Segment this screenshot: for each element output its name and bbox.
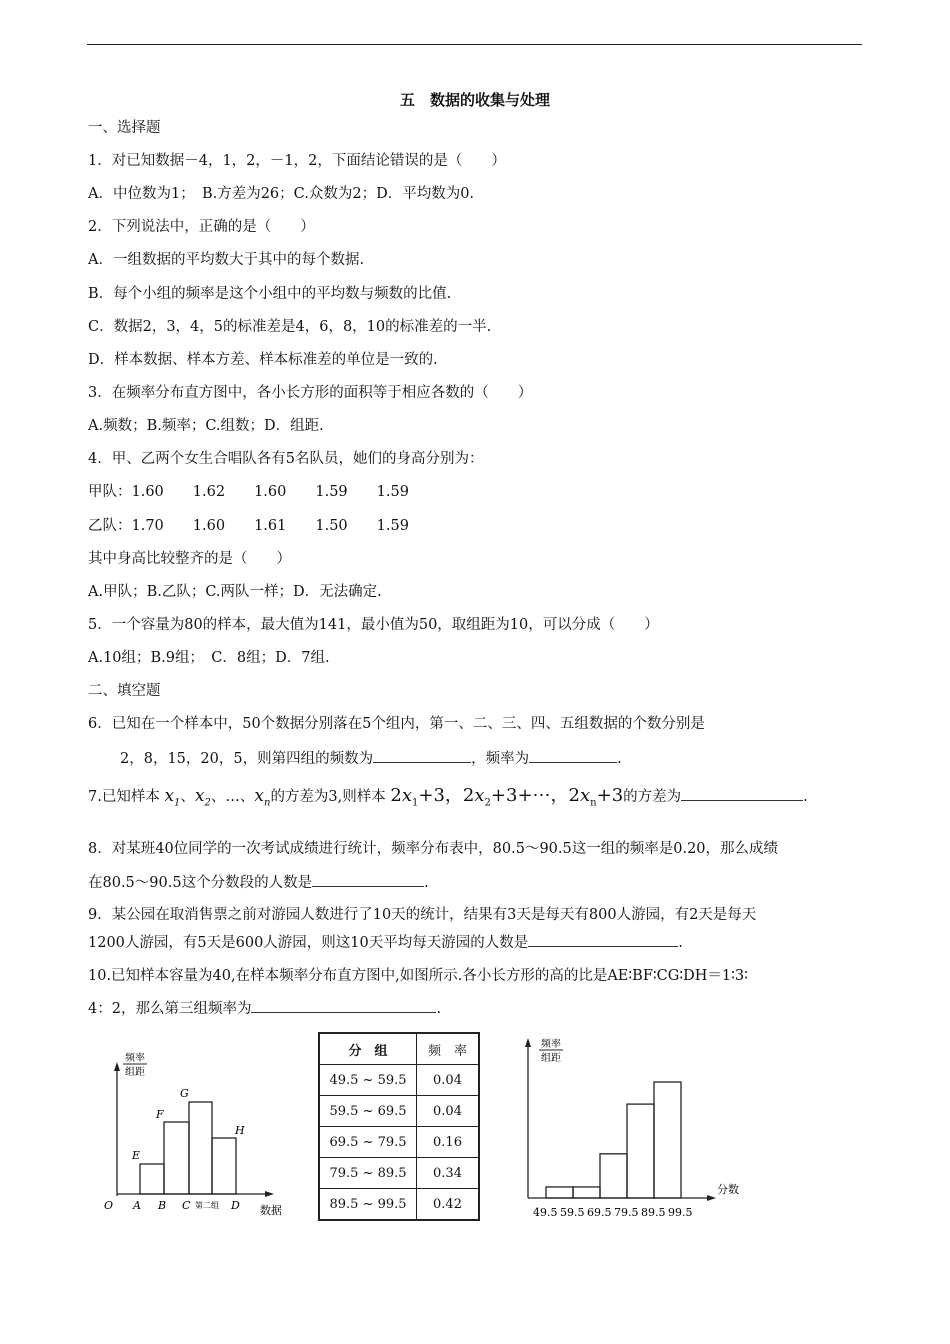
- q7-e2-var: x: [474, 785, 485, 806]
- question-8: 8．对某班40位同学的一次考试成绩进行统计，频率分布表中，80.5～90.5这一组的频率是0.20，那么成绩: [88, 841, 779, 857]
- table-cell: 0.42: [417, 1189, 480, 1221]
- q7-e1-plus: +3: [418, 785, 445, 806]
- x-tick-label: 69.5: [587, 1206, 612, 1219]
- q9-blank[interactable]: [528, 932, 678, 947]
- q10-text: 4：2，那么第三组频率为: [88, 1001, 252, 1017]
- fig1-tick-c: C: [182, 1199, 191, 1212]
- question-2-option-b: B．每个小组的频率是这个小组中的平均数与频数的比值.: [88, 286, 452, 302]
- table-row: [319, 1096, 479, 1127]
- table-cell: 0.16: [417, 1127, 480, 1158]
- q9-end: .: [678, 935, 683, 951]
- q6-text-a: 2，8，15，20，5，则第四组的频数为: [120, 751, 374, 767]
- q7-en-sub: n: [590, 797, 597, 809]
- q7-x2-var: x: [194, 786, 205, 806]
- q7-xn-sub: n: [263, 797, 271, 809]
- q7-end: .: [803, 789, 808, 805]
- q7-xn: [254, 786, 271, 809]
- q6-blank-1[interactable]: [373, 748, 471, 763]
- table-row: [319, 1189, 479, 1221]
- table-cell: 59.5 ~ 69.5: [319, 1096, 417, 1127]
- question-4-ask: 其中身高比较整齐的是（ ）: [88, 551, 291, 567]
- histogram-bar: [654, 1082, 681, 1198]
- frequency-table: [318, 1032, 480, 1221]
- q7-sep: 、: [180, 789, 195, 805]
- fig1-label-f: F: [156, 1108, 164, 1121]
- table-header-row: [319, 1033, 479, 1065]
- q7-expression: [390, 785, 624, 809]
- fig3-x-arrow: [707, 1195, 716, 1201]
- histogram-bar: [573, 1187, 600, 1198]
- fig3-x-label: 分数: [717, 1183, 739, 1196]
- q10-end: .: [436, 1001, 442, 1017]
- question-4-options: A.甲队；B.乙队；C.两队一样；D．无法确定.: [88, 584, 382, 600]
- q7-e1-comma: ，: [444, 785, 463, 806]
- histogram-bar: [600, 1154, 627, 1198]
- q9-text: 1200人游园，有5天是600人游园，则这10天平均每天游园的人数是: [88, 935, 529, 951]
- q7-xn-var: x: [254, 786, 264, 806]
- q10-blank[interactable]: [251, 998, 436, 1013]
- histogram-2-svg: [518, 1034, 768, 1224]
- x-tick-label: 89.5: [641, 1206, 666, 1219]
- x-tick-label: 49.5: [533, 1206, 558, 1219]
- fig1-y-arrow: [114, 1062, 120, 1071]
- fig1-y-num: 频率: [125, 1053, 145, 1064]
- table-header-group: 分 组: [319, 1033, 417, 1065]
- q6-blank-2[interactable]: [529, 748, 617, 763]
- question-5: 5．一个容量为80的样本，最大值为141，最小值为50，取组距为10，可以分成（ ）: [88, 617, 659, 633]
- x-tick-label: 59.5: [560, 1206, 585, 1219]
- q8-text: 在80.5～90.5这个分数段的人数是: [88, 875, 313, 891]
- q7-e2-coef: 2: [462, 785, 475, 806]
- question-8-line2: [88, 872, 429, 893]
- q7-x1-var: x: [164, 786, 175, 806]
- fig1-y-den: 组距: [125, 1067, 145, 1078]
- question-2-option-d: D．样本数据、样本方差、样本标准差的单位是一致的.: [88, 352, 438, 368]
- question-4-team-yi: 乙队：1.70 1.60 1.61 1.50 1.59: [88, 518, 409, 534]
- fig1-tick-a: A: [133, 1199, 141, 1212]
- question-10-line2: [88, 998, 441, 1019]
- question-2-option-a: A．一组数据的平均数大于其中的每个数据.: [88, 252, 365, 268]
- fig1-x-label: 数据: [260, 1204, 282, 1217]
- q7-x1-sub: 1: [174, 797, 181, 809]
- question-1: 1．对已知数据－4，1，2，－1，2，下面结论错误的是（ ）: [88, 153, 506, 169]
- histogram-bar: [627, 1104, 654, 1198]
- fig1-tick-group: 第二组: [195, 1201, 219, 1210]
- q7-text-b: 的方差为3,则样本: [270, 789, 386, 805]
- table-cell: 0.04: [417, 1065, 480, 1096]
- histogram-figure-2: [518, 1034, 768, 1224]
- x-tick-label: 99.5: [668, 1206, 693, 1219]
- fig1-x-arrow: [265, 1191, 274, 1197]
- table-row: [319, 1158, 479, 1189]
- question-5-options: A.10组；B.9组； C．8组；D．7组.: [88, 650, 330, 666]
- histogram-1-svg: [100, 1048, 300, 1223]
- question-4: 4．甲、乙两个女生合唱队各有5名队员，她们的身高分别为：: [88, 451, 484, 467]
- question-4-team-jia: 甲队：1.60 1.62 1.60 1.59 1.59: [88, 484, 409, 500]
- table-cell: 0.34: [417, 1158, 480, 1189]
- q6-end: .: [617, 751, 622, 767]
- histogram-bar: [546, 1187, 573, 1198]
- question-7: [88, 782, 808, 818]
- fig3-y-arrow: [525, 1038, 531, 1047]
- table-cell: 49.5 ~ 59.5: [319, 1065, 417, 1096]
- q7-e1-var: x: [401, 785, 412, 806]
- q7-en-var: x: [580, 785, 591, 806]
- table-header-freq: 频 率: [417, 1033, 480, 1065]
- q7-e-tail: +⋯，: [517, 785, 569, 806]
- q7-text-c: 的方差为: [623, 789, 682, 805]
- table-cell: 79.5 ~ 89.5: [319, 1158, 417, 1189]
- q7-e2-sub: 2: [484, 797, 491, 809]
- q6-text-b: ，频率为: [471, 751, 530, 767]
- table-row: [319, 1065, 479, 1096]
- fig1-origin: O: [104, 1199, 114, 1212]
- q7-e1-coef: 2: [390, 785, 402, 806]
- frequency-table-figure: [318, 1032, 480, 1221]
- section-choice: 一、选择题: [88, 120, 161, 136]
- question-10: 10.已知样本容量为40,在样本频率分布直方图中,如图所示.各小长方形的高的比是AE∶BF∶CG∶DH＝1∶3∶: [88, 968, 748, 984]
- q7-text-a: 7.已知样本: [88, 789, 160, 805]
- table-cell: 89.5 ~ 99.5: [319, 1189, 417, 1221]
- q7-e2-plus: +3: [490, 785, 518, 806]
- histogram-figure-1: [100, 1048, 300, 1223]
- fig1-label-e: E: [132, 1149, 141, 1162]
- question-3: 3．在频率分布直方图中，各小长方形的面积等于相应各数的（ ）: [88, 385, 533, 401]
- fig1-bar-dh: [212, 1138, 236, 1194]
- fig1-bar-bf: [164, 1122, 189, 1194]
- page-title: 五 数据的收集与处理: [399, 91, 550, 109]
- q7-e1-sub: 1: [412, 797, 419, 809]
- fig3-y-den: 组距: [541, 1053, 561, 1064]
- q7-blank[interactable]: [681, 786, 803, 801]
- q8-end: .: [424, 875, 429, 891]
- fig1-tick-d: D: [231, 1199, 240, 1212]
- fig1-bar-ae: [140, 1164, 164, 1194]
- q7-en-plus: +3: [596, 785, 624, 806]
- table-cell: 0.04: [417, 1096, 480, 1127]
- fig1-tick-b: B: [158, 1199, 167, 1212]
- fig1-label-g: G: [180, 1087, 189, 1100]
- question-3-options: A.频数；B.频率；C.组数；D．组距.: [88, 418, 324, 434]
- table-cell: 69.5 ~ 79.5: [319, 1127, 417, 1158]
- fig1-bar-cg: [189, 1102, 212, 1194]
- question-6: 6．已知在一个样本中，50个数据分别落在5个组内，第一、二、三、四、五组数据的个数分别是: [88, 716, 705, 732]
- header-rule: [87, 44, 862, 45]
- q7-x2-sub: 2: [204, 797, 211, 809]
- x-tick-label: 79.5: [614, 1206, 639, 1219]
- q8-blank[interactable]: [312, 872, 424, 887]
- question-9-line2: [88, 932, 683, 953]
- question-2-option-c: C．数据2，3，4，5的标准差是4，6，8，10的标准差的一半.: [88, 319, 492, 335]
- section-fill: 二、填空题: [88, 683, 161, 699]
- fig1-label-h: H: [235, 1124, 245, 1137]
- table-row: [319, 1127, 479, 1158]
- q7-x2: [194, 786, 211, 809]
- q7-en-coef: 2: [568, 785, 580, 806]
- question-1-options: A．中位数为1； B.方差为26；C.众数为2；D．平均数为0.: [88, 186, 475, 202]
- question-2: 2．下列说法中，正确的是（ ）: [88, 219, 315, 235]
- q7-x1: [164, 786, 181, 809]
- question-9: 9．某公园在取消售票之前对游园人数进行了10天的统计，结果有3天是每天有800人游园，有2天是每天: [88, 907, 757, 923]
- fig3-y-num: 频率: [541, 1039, 561, 1050]
- question-6-line2: [120, 748, 622, 769]
- q7-dots: 、…、: [210, 789, 255, 805]
